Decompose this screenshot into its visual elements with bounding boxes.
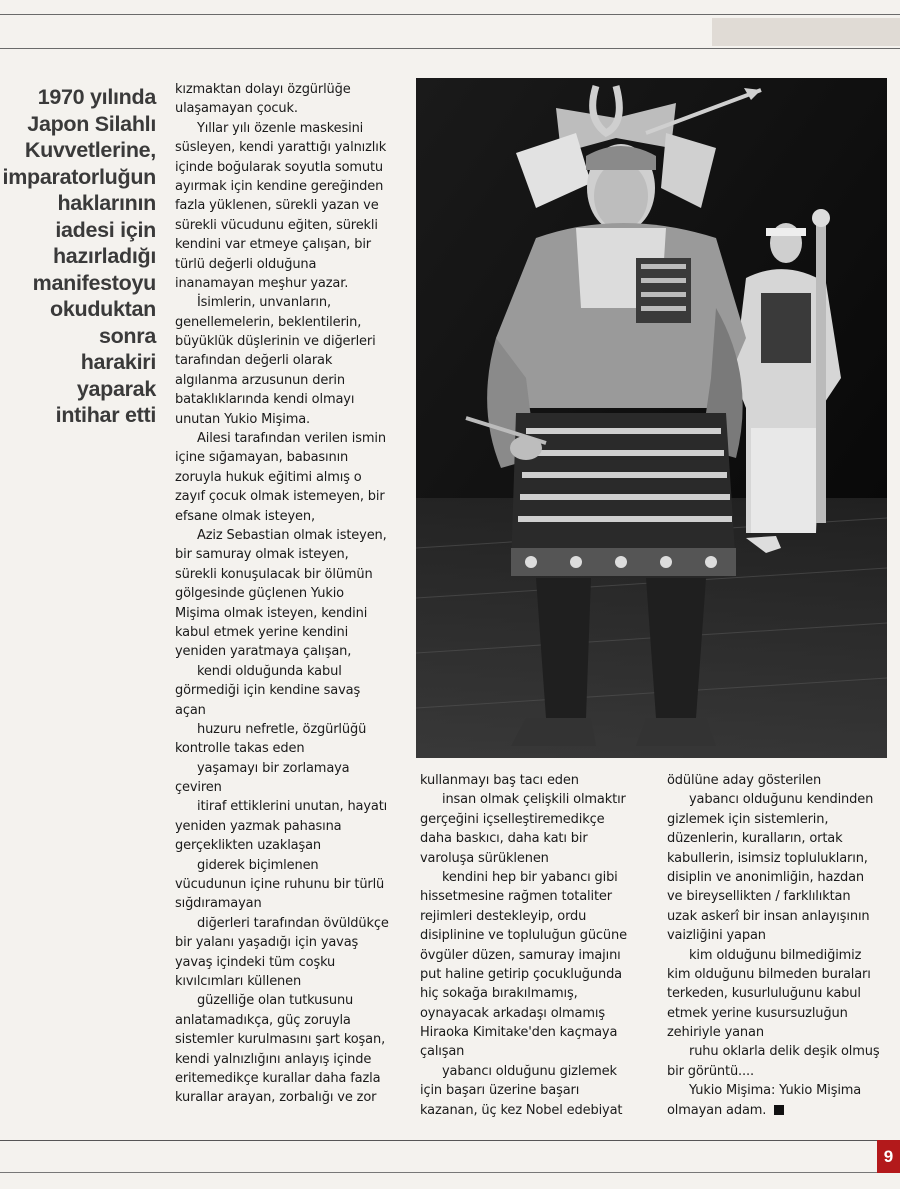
text-line: yeniden yazmak pahasına (175, 818, 342, 834)
text-line: fazla yüklenen, sürekli yazan ve (175, 198, 379, 214)
text-line: disiplin ve anonimliğin, hazdan (667, 869, 865, 885)
top-rule (0, 14, 900, 15)
text-line: açan (175, 702, 206, 718)
text-line: Aziz Sebastian olmak isteyen, (197, 527, 387, 543)
text-line: inanamayan meşhur yazar. (175, 275, 349, 291)
text-line: kendi olduğunda kabul (197, 663, 342, 679)
text-line: süsleyen, kendi yarattığı yalnızlık (175, 140, 387, 156)
text-line: bir samuray olmak isteyen, (175, 547, 349, 563)
footer-rule (0, 1140, 877, 1141)
text-line: kendini hep bir yabancı gibi (442, 869, 618, 885)
text-line: için başarı üzerine başarı (420, 1083, 580, 1099)
pull-quote-line: intihar etti (55, 403, 156, 427)
text-line: yaşamayı bir zorlamaya (197, 760, 350, 776)
text-line: görmediği için kendine savaş (175, 683, 361, 699)
text-line: efsane olmak isteyen, (175, 508, 315, 524)
text-line: etmek yerine kusursuzluğun (667, 1005, 848, 1021)
text-line: hissetmesine rağmen totaliter (420, 889, 612, 905)
text-line: kabullerin, isimsiz toplulukların, (667, 850, 868, 866)
text-line: anlatamadıkça, güç zoruyla (175, 1012, 351, 1028)
text-line: giderek biçimlenen (197, 857, 319, 873)
text-line: algılanma arzusunun derin (175, 372, 345, 388)
text-line: diğerleri tarafından övüldükçe (197, 915, 389, 931)
article-column-3 (667, 771, 882, 1120)
text-line: kim olduğunu bilmediğimiz (689, 947, 862, 963)
article-column-2 (420, 771, 650, 1120)
text-line: kızmaktan dolayı özgürlüğe (175, 82, 351, 97)
text-line: Yukio Mişima: Yukio Mişima (689, 1083, 862, 1099)
text-line: düzenlerin, kuralların, ortak (667, 831, 843, 847)
text-line: ayırmak için kendine gereğinden (175, 178, 384, 194)
text-line: büyüklük düşlerinin ve diğerleri (175, 334, 376, 350)
text-line: eritemedikçe kurallar daha fazla (175, 1070, 381, 1086)
text-line: oynayacak arkadaşı olmamış (420, 1005, 605, 1021)
text-line: vaizliğini yapan (667, 928, 766, 944)
pull-quote-line: manifestoyu (32, 270, 156, 295)
text-line: vücudunun içine ruhunu bir türlü (175, 877, 385, 893)
text-line: övgüler düzen, samuray imajını (420, 947, 621, 963)
text-line: zoruyla hukuk eğitimi almış o (175, 469, 362, 485)
text-line: ödülüne aday gösterilen (667, 773, 822, 788)
text-line: bataklıklarında kendi olmayı (175, 392, 355, 408)
text-line: sürekli vücudunu eğiten, sürekli (175, 217, 378, 233)
text-line: türlü değerli olduğuna (175, 256, 317, 272)
text-line: kontrolle takas eden (175, 741, 305, 757)
text-line: sistemler kurulmasını şart koşan, (175, 1032, 386, 1048)
end-mark-icon (774, 1105, 784, 1115)
text-line: yabancı olduğunu kendinden (689, 792, 874, 808)
pull-quote-line: iadesi için (55, 217, 156, 242)
header-rule (0, 48, 900, 49)
text-line: disiplinine ve topluluğun gücüne (420, 928, 627, 944)
text-line: kabul etmek yerine kendini (175, 624, 349, 640)
text-line: güzelliğe olan tutkusunu (197, 993, 354, 1009)
text-line: hiç sokağa bırakılmamış, (420, 986, 578, 1002)
text-line: kıvılcımları küllenen (175, 973, 302, 989)
text-line: Ailesi tarafından verilen ismin (197, 431, 386, 447)
text-line: çeviren (175, 780, 222, 796)
text-line: içine sığamayan, babasının (175, 450, 349, 466)
text-line: kullanmayı baş tacı eden (420, 773, 579, 788)
text-line: sığdıramayan (175, 896, 262, 912)
text-line: genellemelerin, beklentilerin, (175, 314, 362, 330)
text-line: rejimleri destekleyip, ordu (420, 908, 587, 924)
text-line: kendi yalnızlığını anlayış içinde (175, 1051, 372, 1067)
text-line: gerçeklikten uzaklaşan (175, 838, 322, 854)
text-line: sürekli konuşulacak bir ölümün (175, 566, 373, 582)
photo-illustration (416, 78, 887, 758)
text-line: uzak askerî bir insan anlayışının (667, 908, 870, 924)
text-line: daha baskıcı, daha katı bir (420, 831, 588, 847)
text-line: kim olduğunu bilmeden buraları (667, 966, 871, 982)
text-line: Hiraoka Kimitake'den kaçmaya (420, 1025, 618, 1041)
text-line: itiraf ettiklerini unutan, hayatı (197, 799, 388, 815)
text-line: zayıf çocuk olmak istemeyen, bir (175, 489, 385, 505)
footer-rule-lower (0, 1172, 877, 1173)
text-line: içinde boğularak soyutla somutu (175, 159, 384, 175)
text-line: huzuru nefretle, özgürlüğü (197, 721, 367, 737)
text-line: bir görüntü.... (667, 1063, 754, 1079)
text-line: çalışan (420, 1044, 465, 1060)
text-line: yavaş içindeki tüm coşku (175, 954, 336, 970)
header-band (712, 18, 900, 46)
text-line: yabancı olduğunu gizlemek (442, 1063, 617, 1079)
text-line: gölgesinde güçlenen Yukio (175, 586, 344, 602)
text-line: varoluşa sürüklenen (420, 850, 549, 866)
pull-quote-line: imparatorluğun (2, 164, 156, 189)
text-line: Mişima olmak isteyen, kendini (175, 605, 368, 621)
samurai-armor-photo (416, 78, 887, 758)
text-line: tarafından değerli olarak (175, 353, 333, 369)
pull-quote-line: sonra (98, 323, 156, 348)
pull-quote-line: hazırladığı (52, 244, 156, 268)
text-line: İsimlerin, unvanların, (197, 295, 331, 311)
page-number: 9 (877, 1140, 900, 1173)
text-line: put haline getirip çocukluğunda (420, 966, 622, 982)
text-line: ve bireysellikten / farklılıktan (667, 889, 851, 905)
text-line: olmayan adam. (667, 1101, 882, 1120)
text-line: Yıllar yılı özenle maskesini (197, 120, 364, 136)
text-line: ruhu oklarla delik deşik olmuş (689, 1044, 880, 1060)
pull-quote-line: Japon Silahlı (27, 111, 156, 136)
pull-quote-line: Kuvvetlerine, (24, 138, 156, 162)
pull-quote-line: harakiri (80, 350, 156, 374)
text-line: insan olmak çelişkili olmaktır (442, 792, 626, 808)
text-line: gerçeğini içselleştiremedikçe (420, 811, 605, 827)
pull-quote-line: haklarının (57, 191, 156, 215)
text-line: yeniden yaratmaya çalışan, (175, 644, 352, 660)
text-line: zehiriyle yanan (667, 1025, 764, 1041)
text-line: terkeden, kusurluluğunu kabul (667, 986, 861, 1002)
text-line: kurallar arayan, zorbalığı ve zor (175, 1090, 377, 1106)
text-line: ulaşamayan çocuk. (175, 101, 298, 117)
pull-quote (0, 84, 156, 429)
text-line: unutan Yukio Mişima. (175, 411, 311, 427)
text-line: kendini var etmeye çalışan, bir (175, 237, 372, 253)
text-line: kazanan, üç kez Nobel edebiyat (420, 1102, 623, 1118)
pull-quote-line: okuduktan (50, 297, 156, 321)
pull-quote-line: yaparak (76, 376, 156, 401)
text-line: bir yalanı yaşadığı için yavaş (175, 935, 359, 951)
text-line: gizlemek için sistemlerin, (667, 811, 829, 827)
article-column-1 (175, 80, 400, 1108)
pull-quote-line: 1970 yılında (37, 85, 156, 109)
